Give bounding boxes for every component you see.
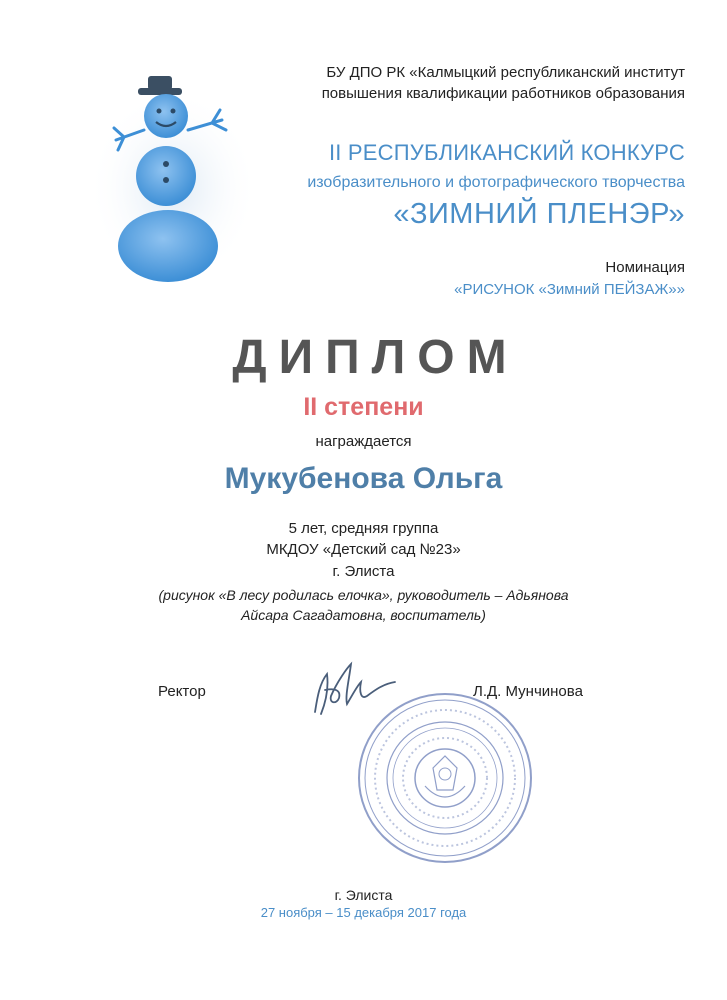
org-line-1: БУ ДПО РК «Калмыцкий республиканский институт: [326, 64, 685, 81]
nomination-label: Номинация: [605, 259, 685, 276]
diploma-title: ДИПЛОМ: [232, 331, 519, 384]
nomination-value: «РИСУНОК «Зимний ПЕЙЗАЖ»»: [454, 281, 685, 298]
recipient-school: МКДОУ «Детский сад №23»: [266, 541, 461, 558]
rector-label: Ректор: [158, 683, 206, 700]
signature-icon: [295, 660, 405, 720]
footer-dates: 27 ноября – 15 декабря 2017 года: [260, 905, 467, 920]
contest-name: «ЗИМНИЙ ПЛЕНЭР»: [393, 198, 685, 230]
contest-title: II РЕСПУБЛИКАНСКИЙ КОНКУРС: [329, 140, 685, 165]
org-line-2: повышения квалификации работников образования: [321, 85, 685, 102]
contest-subtitle: изобразительного и фотографического творчества: [307, 174, 685, 191]
awarded-label: награждается: [315, 433, 412, 450]
diploma-degree: II степени: [303, 393, 424, 421]
recipient-age-group: 5 лет, средняя группа: [288, 520, 439, 537]
recipient-city: г. Элиста: [332, 563, 395, 580]
organization-name: [260, 62, 685, 104]
artwork-note-line-1: (рисунок «В лесу родилась елочка», руководитель – Адьянова: [158, 587, 569, 603]
footer-city: г. Элиста: [334, 887, 393, 903]
recipient-name: Мукубенова Ольга: [224, 462, 503, 495]
rector-name: Л.Д. Мунчинова: [473, 683, 583, 700]
artwork-note-line-2: Айсара Сагадатовна, воспитатель): [241, 607, 486, 623]
snowman-icon: [88, 58, 258, 288]
